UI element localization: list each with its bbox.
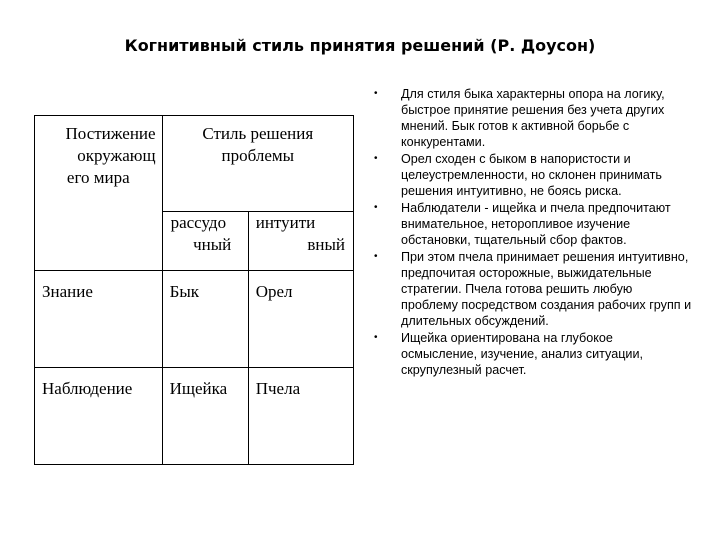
decision-style-header-line-2: проблемы: [221, 146, 295, 165]
rational-header-line-1: рассудо: [170, 213, 227, 232]
row-label-observation: Наблюдение: [35, 368, 163, 465]
intuitive-header-line-2: вный: [307, 235, 345, 254]
perception-header-line-3: его мира: [66, 168, 130, 187]
rational-header-line-2: чный: [193, 235, 232, 254]
bullet-item: [372, 151, 692, 199]
intuitive-header-cell: [248, 212, 353, 271]
bullet-text: Орел сходен с быком в напористости и целеустремленности, но склонен принимать решения интуитивно, не боясь риска.: [401, 152, 662, 198]
bullet-dot-icon: •: [374, 202, 378, 213]
cell-bloodhound: Ищейка: [162, 368, 248, 465]
decision-style-table: [34, 115, 354, 465]
bullet-dot-icon: •: [374, 251, 378, 262]
bullet-text: Ищейка ориентирована на глубокое осмысление, изучение, анализ ситуации, скрупулезный расчет.: [401, 331, 643, 377]
perception-header-line-2: окружающ: [77, 146, 156, 165]
perception-header-cell: [35, 116, 163, 271]
decision-style-header-line-1: Стиль решения: [202, 124, 314, 143]
page-title: Когнитивный стиль принятия решений (Р. Доусон): [124, 36, 596, 55]
bullet-text: Наблюдатели - ищейка и пчела предпочитают внимательное, неторопливое изучение обстановки, тщательный сбор фактов.: [401, 201, 671, 247]
cell-bull: Бык: [162, 271, 248, 368]
bullet-item: [372, 86, 692, 150]
bullet-item: [372, 330, 692, 378]
bullet-dot-icon: •: [374, 332, 378, 343]
bullet-item: [372, 249, 692, 329]
rational-header-cell: [162, 212, 248, 271]
bullet-dot-icon: •: [374, 88, 378, 99]
bullet-text: Для стиля быка характерны опора на логику, быстрое принятие решения без учета других мнений. Бык готов к активной борьбе с конкурентами.: [401, 87, 665, 149]
row-label-knowledge: Знание: [35, 271, 163, 368]
cell-eagle: Орел: [248, 271, 353, 368]
cell-bee: Пчела: [248, 368, 353, 465]
bullet-text: При этом пчела принимает решения интуитивно, предпочитая осторожные, выжидательные стратегии. Пчела готова решить любую проблему посредством создания рабочих групп и длительных обсуждений.: [401, 250, 692, 328]
bullet-item: [372, 200, 692, 248]
decision-style-header-cell: [162, 116, 353, 212]
perception-header-line-1: Постижение: [65, 124, 156, 143]
bullet-dot-icon: •: [374, 153, 378, 164]
bullet-list: [372, 86, 692, 379]
intuitive-header-line-1: интуити: [255, 213, 316, 232]
